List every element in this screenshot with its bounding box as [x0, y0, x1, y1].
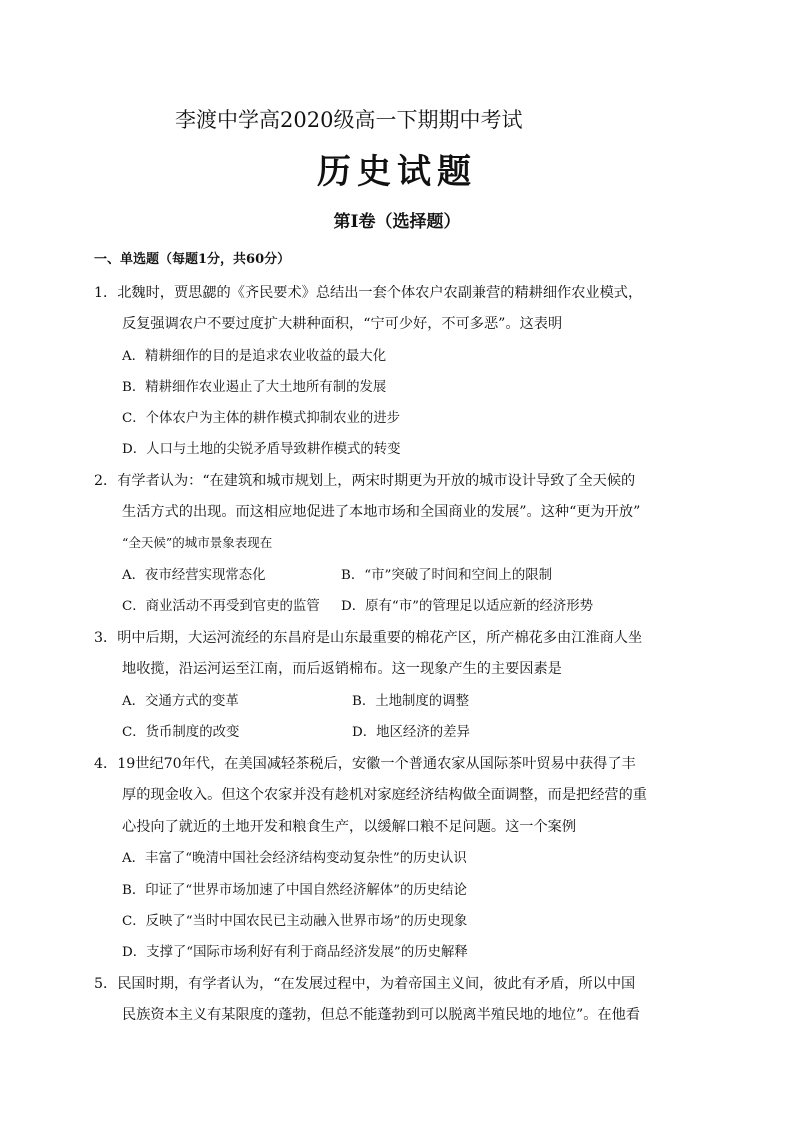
question-1-option-b: B．精耕细作农业遏止了大土地所有制的发展 [122, 380, 387, 395]
question-1-option-a: A．精耕细作的目的是追求农业收益的最大化 [122, 349, 387, 364]
question-3-line-2: 地收揽，沿运河运至江南，而后返销棉布。这一现象产生的主要因素是 [122, 661, 562, 677]
question-3-option-d: D．地区经济的差异 [352, 725, 470, 740]
question-4-line-1: 4．19世纪70年代，在美国减轻茶税后，安徽一个普通农家从国际茶叶贸易中获得了丰 [94, 756, 636, 772]
question-2-line-1: 2．有学者认为：“在建筑和城市规划上，两宋时期更为开放的城市设计导致了全天候的 [94, 473, 636, 489]
question-5-line-2: 民族资本主义有某限度的蓬勃，但总不能蓬勃到可以脱离半殖民地的地位”。在他看 [122, 1007, 641, 1023]
question-1-line-2: 反复强调农户不要过度扩大耕种面积，“宁可少好，不可多恶”。这表明 [122, 316, 563, 332]
question-3-line-1: 3．明中后期，大运河流经的东昌府是山东最重要的棉花产区，所产棉花多由江淮商人坐 [94, 630, 643, 646]
school-exam-line: 李渡中学高2020级高一下期期中考试 [175, 108, 523, 132]
question-4-line-2: 厚的现金收入。但这个农家并没有趁机对家庭经济结构做全面调整，而是把经营的重 [122, 787, 647, 803]
question-4-option-a: A．丰富了“晚清中国社会经济结构变动复杂性”的历史认识 [122, 851, 467, 866]
question-3-option-b: B．土地制度的调整 [352, 694, 469, 709]
question-4-option-d: D．支撑了“国际市场利好有利于商品经济发展”的历史解释 [122, 945, 468, 960]
question-1-line-1: 1．北魏时，贾思勰的《齐民要术》总结出一套个体农户农副兼营的精耕细作农业模式， [94, 285, 643, 301]
question-3-option-a: A．交通方式的变革 [122, 694, 239, 709]
question-1-option-c: C．个体农户为主体的耕作模式抑制农业的进步 [122, 411, 401, 426]
question-3-option-c: C．货币制度的改变 [122, 725, 240, 740]
question-1-option-d: D．人口与土地的尖锐矛盾导致耕作模式的转变 [122, 442, 401, 457]
page-title: 历史试题 [317, 152, 477, 192]
paper-part-title: 第Ⅰ卷（选择题） [333, 212, 461, 232]
question-2-line-3: “全天候”的城市景象表现在 [122, 535, 273, 550]
question-4-option-c: C．反映了“当时中国农民已主动融入世界市场”的历史现象 [122, 914, 468, 929]
question-4-line-3: 心投向了就近的土地开发和粮食生产，以缓解口粮不足问题。这一个案例 [122, 819, 577, 835]
question-2-option-d: D．原有“市”的管理足以适应新的经济形势 [341, 599, 594, 614]
question-2-line-2: 生活方式的出现。而这相应地促进了本地市场和全国商业的发展”。这种“更为开放” [122, 504, 641, 520]
question-5-line-1: 5．民国时期，有学者认为，“在发展过程中，为着帝国主义间，彼此有矛盾，所以中国 [94, 976, 636, 992]
question-2-option-a: A．夜市经营实现常态化 [122, 568, 266, 583]
section-heading: 一、单选题（每题1分，共60分） [94, 252, 291, 267]
question-2-option-c: C．商业活动不再受到官吏的监管 [122, 599, 320, 614]
question-4-option-b: B．印证了“世界市场加速了中国自然经济解体”的历史结论 [122, 883, 467, 898]
question-2-option-b: B．“市”突破了时间和空间上的限制 [341, 568, 552, 583]
